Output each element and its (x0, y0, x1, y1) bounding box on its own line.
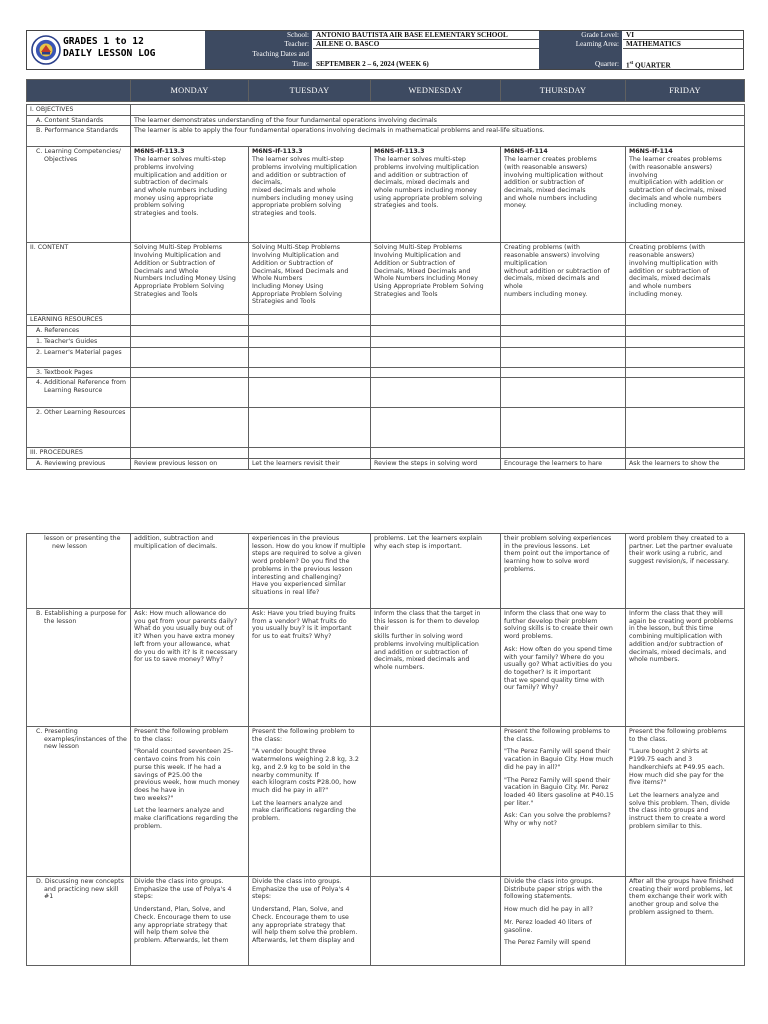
content-row (27, 243, 745, 315)
examples-tuesday (249, 727, 371, 877)
cell-paragraph: Present the following problems to the class. (629, 728, 727, 743)
purpose-tuesday (249, 609, 371, 727)
discussing-monday (131, 877, 249, 966)
cell-paragraph: "Ronald counted seventeen 25- centavo coins from his coin purse this week. If he had a savings of ₱25.00 the previous week, how much money does he have in two weeks?" (134, 748, 240, 802)
cell-paragraph: Divide the class into groups. Emphasize the use of Polya's 4 steps: (134, 878, 232, 901)
dates-label-line1: Teaching Dates and (252, 50, 309, 58)
cell-paragraph: Ask: Have you tried buying fruits from a vendor? What fruits do you usually buy? Is it important for us to eat fruits? Why? (252, 610, 356, 641)
competency-text: The learner solves multi-step problems involving multiplication and addition or subtraction of decimals, mixed decimals and whole numbers including money using appropriate problem solving strategies and tools. (374, 156, 483, 210)
performance-standards-row (27, 126, 745, 147)
day-thursday: THURSDAY (501, 80, 626, 102)
competency-monday (131, 147, 249, 243)
quarter-number: 1 (626, 61, 630, 69)
additional-reference-label: 4. Additional Reference from Learning Resource (36, 379, 126, 394)
cell-paragraph: The Perez Family will spend (504, 939, 591, 947)
cell-paragraph: Inform the class that the target in this lesson is for them to develop their skills further in solving word problems involving multiplication and addition or subtraction of decimals, mixed decimals and whole numbers. (374, 610, 481, 671)
log-title (63, 36, 155, 60)
discussing-row (27, 877, 745, 966)
day-wednesday: WEDNESDAY (371, 80, 501, 102)
textbook-pages-row (27, 367, 745, 378)
review-label: A. Reviewing previous (36, 459, 106, 467)
competency-text: The learner solves multi-step problems involving multiplication and addition or subtraction of decimals, mixed decimals and whole numbers including money using appropriate problem solving strategies and tools. (252, 156, 357, 218)
purpose-friday (626, 609, 745, 727)
day-friday: FRIDAY (626, 80, 745, 102)
competencies-row (27, 147, 745, 243)
examples-wednesday (371, 727, 501, 877)
cell-paragraph: "The Perez Family will spend their vacation in Baguio City. How much did he pay in all?" (504, 748, 614, 771)
cell-paragraph: Divide the class into groups. Distribute paper strips with the following statements. (504, 878, 603, 901)
review-cont-friday: word problem they created to a partner. Let the partner evaluate their work using a rubric, and suggest revision/s, if necessary. (629, 535, 733, 566)
cell-paragraph: Let the learners analyze and solve this problem. Then, divide the class into groups and instruct them to create a word problem similar to this. (629, 791, 730, 830)
cell-paragraph: Ask: How often do you spend time with your family? Where do you usually go? What activities do you do together? Is it important that we spend quality time with our family? Why? (504, 645, 613, 692)
content-tuesday: Solving Multi-Step Problems Involving Multiplication and Addition or Subtraction of Decimals, Mixed Decimals and Whole Numbers Including Money Using Appropriate Problem Solving Strategies and Tools (252, 244, 349, 306)
quarter-text: QUARTER (633, 61, 671, 69)
cell-paragraph: Understand, Plan, Solve, and Check. Encourage them to use any appropriate strategy that will help them solve the problem. Afterwards, let them display and (252, 906, 358, 944)
cell-paragraph: "Laure bought 2 shirts at ₱199.75 each and 3 handkerchiefs at ₱49.95 each. How much did she pay for the five items?" (629, 748, 725, 787)
purpose-monday (131, 609, 249, 727)
discussing-tuesday (249, 877, 371, 966)
grade-value: VI (623, 31, 744, 40)
teachers-guides-label: 1. Teacher's Guides (36, 337, 98, 345)
learners-material-label: 2. Learner's Material pages (36, 348, 122, 356)
cell-paragraph: How much did he pay in all? (504, 906, 593, 914)
competency-thursday (501, 147, 626, 243)
performance-standards-text: The learner is able to apply the four fundamental operations involving decimals in mathematical problems and real-life situations. (131, 126, 745, 147)
competency-tuesday (249, 147, 371, 243)
cell-paragraph: After all the groups have finished creating their word problems, let them exchange their work with another group and solve the problem assigned to them. (629, 878, 734, 916)
teachers-guides-row (27, 336, 745, 347)
teacher-value: AILENE O. BASCO (313, 40, 539, 49)
cell-paragraph: "A vendor bought three watermelons weighing 2.8 kg, 3.2 kg, and 2.9 kg to be sold in the nearby community. If each kilogram costs ₱28.00, how much did he pay in all?" (252, 748, 359, 794)
objectives-label: I. OBJECTIVES (27, 105, 131, 116)
dates-value: SEPTEMBER 2 – 6, 2024 (WEEK 6) (316, 60, 429, 68)
deped-seal-icon (31, 35, 61, 65)
purpose-row (27, 609, 745, 727)
log-title-line2: DAILY LESSON LOG (63, 48, 156, 59)
review-row-continued (27, 534, 745, 609)
area-value: MATHEMATICS (623, 40, 744, 49)
day-header-row (27, 80, 745, 102)
cell-paragraph: Ask: Can you solve the problems? Why or why not? (504, 812, 611, 828)
lesson-table-page2 (26, 533, 745, 966)
corner-cell (27, 80, 131, 102)
references-label: A. References (36, 327, 80, 335)
examples-friday (626, 727, 745, 877)
lesson-log-header (26, 30, 744, 70)
day-monday: MONDAY (131, 80, 249, 102)
review-row (27, 458, 745, 469)
cell-paragraph: "The Perez Family will spend their vacation in Baguio City. Mr. Perez loaded 40 liters gasoline at ₱40.15 per liter." (504, 776, 614, 807)
cell-paragraph: Ask: How much allowance do you get from your parents daily? What do you usually buy out of it? When you have extra money left from your allowance, what do you do with it? Is it necessary for us to save money? Why? (134, 610, 238, 664)
grade-label: Grade Level: (539, 31, 622, 40)
learners-material-row (27, 347, 745, 367)
day-tuesday: TUESDAY (249, 80, 371, 102)
competency-code: M6NS-If-114 (504, 148, 548, 156)
purpose-label: B. Establishing a purpose for the lesson (36, 610, 127, 625)
area-label: Learning Area: (539, 40, 622, 49)
resources-label: LEARNING RESOURCES (27, 315, 131, 326)
school-label: School: (205, 31, 312, 40)
cell-paragraph: Let the learners analyze and make clarifications regarding the problem. (134, 807, 239, 830)
cell-paragraph: Present the following problem to the class: (252, 728, 355, 743)
cell-paragraph: Present the following problem to the class: (134, 728, 229, 743)
review-cont-thursday: their problem solving experiences in the previous lessons. Let them point out the importance of learning how to solve word problems. (504, 535, 612, 573)
review-tuesday: Let the learners revisit their (249, 458, 371, 469)
competency-wednesday (371, 147, 501, 243)
content-wednesday: Solving Multi-Step Problems Involving Multiplication and Addition or Subtraction of Decimals, Mixed Decimals and Whole Numbers Including Money Using Appropriate Problem Solving Strategies and Tools (374, 244, 484, 298)
competency-code: M6NS-If-113.3 (134, 148, 185, 156)
competency-text: The learner solves multi-step problems involving multiplication and addition or subtraction of decimals and whole numbers including money using appropriate problem solving strategies and tools. (134, 156, 228, 218)
review-label-continued: lesson or presenting the new lesson (44, 535, 121, 550)
examples-row (27, 727, 745, 877)
teacher-label: Teacher: (205, 40, 312, 49)
procedures-label: III. PROCEDURES (27, 448, 131, 459)
competencies-label: C. Learning Competencies/ Objectives (36, 148, 121, 164)
review-monday: Review previous lesson on (131, 458, 249, 469)
competency-code: M6NS-If-113.3 (374, 148, 425, 156)
review-thursday: Encourage the learners to hare (501, 458, 626, 469)
discussing-thursday (501, 877, 626, 966)
quarter-value (623, 49, 744, 69)
other-resources-label: 2. Other Learning Resources (36, 409, 126, 417)
examples-thursday (501, 727, 626, 877)
school-value: ANTONIO BAUTISTA AIR BASE ELEMENTARY SCHOOL (313, 31, 539, 40)
competency-code: M6NS-If-113.3 (252, 148, 303, 156)
content-friday: Creating problems (with reasonable answers) involving multiplication with addition or subtraction of decimals, mixed decimals and whole numbers including money. (629, 244, 718, 298)
review-cont-tuesday: experiences in the previous lesson. How do you know if multiple steps are required to solve a given word problem? Do you find the problems in the previous lesson interesting and challenging? Have you experienced similar situations in real life? (252, 535, 366, 596)
discussing-friday (626, 877, 745, 966)
competency-text: The learner creates problems (with reasonable answers) involving multiplication with addition or subtraction of decimals, mixed decimals and whole numbers including money. (629, 156, 727, 210)
additional-reference-row (27, 378, 745, 408)
cell-paragraph: Divide the class into groups. Emphasize the use of Polya's 4 steps: (252, 878, 350, 901)
discussing-label: D. Discussing new concepts and practicing new skill #1 (36, 878, 124, 901)
content-standards-row (27, 115, 745, 126)
quarter-label: Quarter: (539, 49, 622, 69)
review-cont-monday: addition, subtraction and multiplication of decimals. (134, 535, 218, 550)
examples-monday (131, 727, 249, 877)
discussing-wednesday (371, 877, 501, 966)
dates-label (205, 49, 312, 69)
competency-text: The learner creates problems (with reasonable answers) involving multiplication without addition or subtraction of decimals, mixed decimals and whole numbers including money. (504, 156, 604, 210)
purpose-thursday (501, 609, 626, 727)
content-monday: Solving Multi-Step Problems Involving Multiplication and Addition or Subtraction of Decimals and Whole Numbers Including Money Using Appropriate Problem Solving Strategies and Tools (134, 244, 236, 298)
competency-code: M6NS-If-114 (629, 148, 673, 156)
other-resources-row (27, 408, 745, 448)
cell-paragraph: Inform the class that they will again be creating word problems in the lesson, but this time combining multiplication with addition and/or subtraction of decimals, mixed decimals, and whole numbers. (629, 610, 733, 664)
log-title-line1: GRADES 1 to 12 (63, 36, 144, 47)
dates-label-line2: Time: (292, 60, 309, 68)
purpose-wednesday (371, 609, 501, 727)
cell-paragraph: Let the learners analyze and make clarifications regarding the problem. (252, 799, 357, 823)
objectives-row (27, 105, 745, 116)
content-standards-text: The learner demonstrates understanding of the four fundamental operations involving decimals (131, 115, 745, 126)
content-label: II. CONTENT (27, 243, 131, 315)
textbook-pages-label: 3. Textbook Pages (36, 368, 93, 376)
review-wednesday: Review the steps in solving word (371, 458, 501, 469)
resources-row (27, 315, 745, 326)
lesson-table-page1 (26, 79, 745, 470)
cell-paragraph: Understand, Plan, Solve, and Check. Encourage them to use any appropriate strategy that will help them solve the problem. Afterwards, let them (134, 906, 231, 944)
cell-paragraph: Mr. Perez loaded 40 liters of gasoline. (504, 918, 592, 934)
review-cont-wednesday: problems. Let the learners explain why each step is important. (374, 535, 482, 550)
cell-paragraph: Present the following problems to the class. (504, 728, 610, 743)
procedures-row (27, 448, 745, 459)
review-friday: Ask the learners to show the (626, 458, 745, 469)
content-standards-label: A. Content Standards (36, 116, 104, 124)
quarter-suffix: st (629, 61, 634, 66)
content-thursday: Creating problems (with reasonable answers) involving multiplication without addition or subtraction of decimals, mixed decimals and whole numbers including money. (504, 244, 610, 298)
cell-paragraph: Inform the class that one way to further develop their problem solving skills is to create their own word problems. (504, 610, 613, 641)
examples-label: C. Presenting examples/instances of the new lesson (36, 728, 127, 751)
competency-friday (626, 147, 745, 243)
references-row (27, 326, 745, 337)
performance-standards-label: B. Performance Standards (36, 127, 119, 135)
